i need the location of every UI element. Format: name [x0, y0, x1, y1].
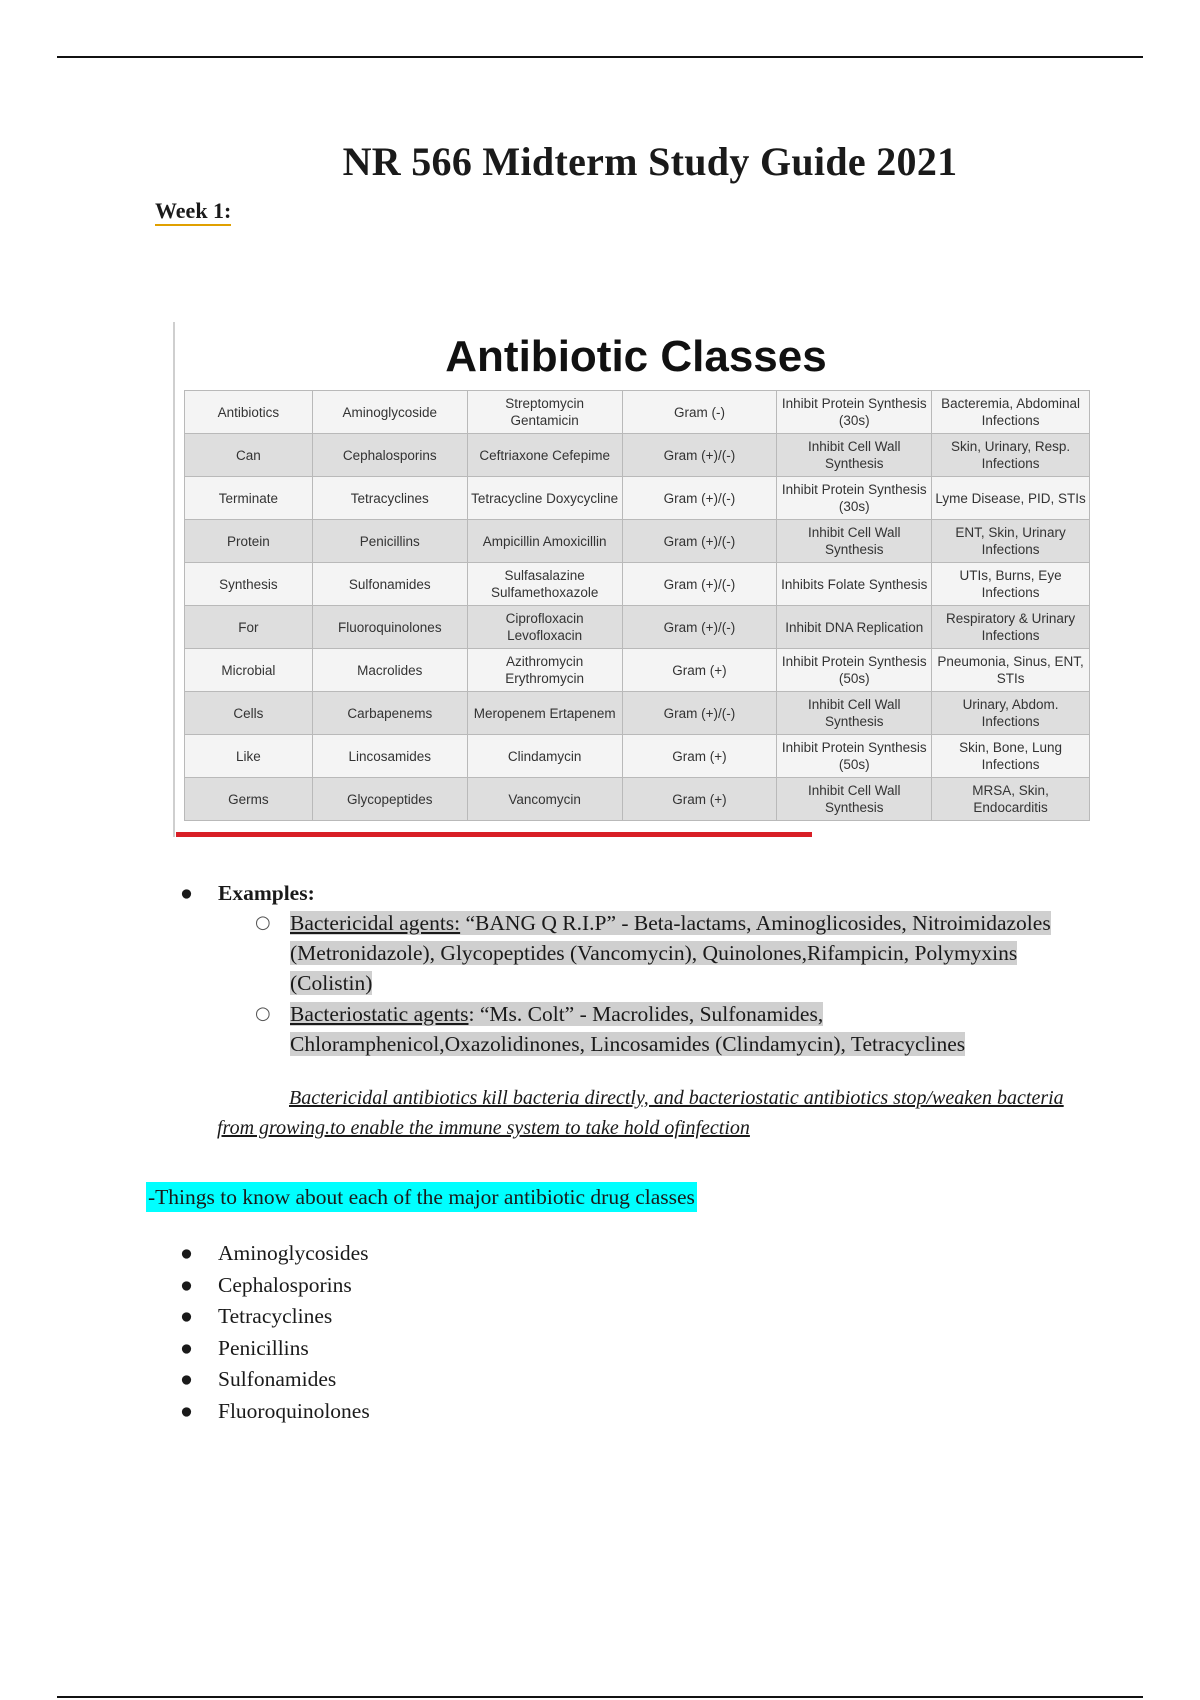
list-item — [180, 1333, 370, 1365]
week-label: Week 1: — [155, 198, 231, 226]
table-row — [185, 563, 1090, 606]
table-cell: Inhibit Protein Synthesis (50s) — [777, 649, 932, 692]
figure-border — [173, 322, 175, 837]
table-cell: Gram (+) — [622, 649, 777, 692]
table-cell: Can — [185, 434, 313, 477]
table-cell: Terminate — [185, 477, 313, 520]
table-row — [185, 520, 1090, 563]
table-cell: Fluoroquinolones — [312, 606, 467, 649]
table-cell: Carbapenems — [312, 692, 467, 735]
bullet-icon: ● — [180, 881, 193, 905]
bactericidal-text: “BANG Q R.I.P” - Beta-lactams, Aminoglicosides, Nitroimidazoles (Metronidazole), Glycopeptides (Vancomycin), Quinolones,Rifampicin, Polymyxins (Colistin) — [290, 911, 1051, 995]
list-item — [180, 1270, 370, 1302]
list-item-label: Sulfonamides — [218, 1367, 337, 1391]
table-cell: Vancomycin — [467, 778, 622, 821]
list-item — [180, 1238, 370, 1270]
list-item-label: Penicillins — [218, 1335, 309, 1360]
bullet-icon: ● — [180, 1304, 193, 1328]
list-item-label: Tetracyclines — [218, 1304, 333, 1328]
page-title: NR 566 Midterm Study Guide 2021 — [342, 139, 958, 184]
bullet-icon: ● — [180, 1272, 193, 1297]
table-cell: Inhibit Protein Synthesis (30s) — [777, 391, 932, 434]
table-cell: Inhibit Cell Wall Synthesis — [777, 520, 932, 563]
list-item-label: Aminoglycosides — [218, 1241, 369, 1265]
table-row — [185, 391, 1090, 434]
drug-class-list — [180, 1238, 370, 1427]
list-item-label: Fluoroquinolones — [218, 1398, 370, 1423]
table-cell: Azithromycin Erythromycin — [467, 649, 622, 692]
list-item — [180, 1396, 370, 1428]
table-row — [185, 477, 1090, 520]
table-cell: Macrolides — [312, 649, 467, 692]
table-row — [185, 649, 1090, 692]
things-to-know-heading: -Things to know about each of the major antibiotic drug classes — [146, 1182, 697, 1212]
table-row — [185, 735, 1090, 778]
bactericidal-item — [255, 908, 1070, 998]
hollow-bullet-icon: ○ — [255, 912, 271, 933]
table-cell: Gram (+)/(-) — [622, 563, 777, 606]
table-cell: Tetracyclines — [312, 477, 467, 520]
table-cell: Aminoglycoside — [312, 391, 467, 434]
table-row — [185, 778, 1090, 821]
table-cell: Skin, Urinary, Resp. Infections — [932, 434, 1090, 477]
table-cell: Like — [185, 735, 313, 778]
table-cell: ENT, Skin, Urinary Infections — [932, 520, 1090, 563]
list-item — [180, 1301, 370, 1333]
table-cell: Tetracycline Doxycycline — [467, 477, 622, 520]
figure-red-underline — [176, 832, 812, 837]
list-item — [180, 1364, 370, 1396]
table-row — [185, 606, 1090, 649]
bacteriostatic-text: : “Ms. Colt” - Macrolides, Sulfonamides, Chloramphenicol,Oxazolidinones, Lincosamides (Clindamycin), Tetracyclines — [290, 1002, 966, 1056]
table-row — [185, 434, 1090, 477]
table-cell: Gram (+)/(-) — [622, 477, 777, 520]
table-cell: Antibiotics — [185, 391, 313, 434]
table-cell: Pneumonia, Sinus, ENT, STIs — [932, 649, 1090, 692]
table-row — [185, 692, 1090, 735]
table-cell: Inhibit Cell Wall Synthesis — [777, 778, 932, 821]
table-cell: Clindamycin — [467, 735, 622, 778]
bullet-icon: ● — [180, 1335, 193, 1360]
table-cell: Inhibit Protein Synthesis (50s) — [777, 735, 932, 778]
table-cell: Sulfasalazine Sulfamethoxazole — [467, 563, 622, 606]
bacteriostatic-label: Bacteriostatic agents — [290, 1002, 469, 1026]
table-cell: Gram (+)/(-) — [622, 606, 777, 649]
table-cell: Gram (+)/(-) — [622, 692, 777, 735]
table-cell: Microbial — [185, 649, 313, 692]
table-cell: Urinary, Abdom. Infections — [932, 692, 1090, 735]
examples-heading: Examples: — [218, 881, 315, 905]
table-cell: Inhibits Folate Synthesis — [777, 563, 932, 606]
table-cell: Meropenem Ertapenem — [467, 692, 622, 735]
table-cell: Inhibit DNA Replication — [777, 606, 932, 649]
bullet-icon: ● — [180, 1398, 193, 1423]
table-cell: Germs — [185, 778, 313, 821]
bacteriostatic-item — [255, 999, 1070, 1059]
table-cell: Bacteremia, Abdominal Infections — [932, 391, 1090, 434]
table-cell: Ceftriaxone Cefepime — [467, 434, 622, 477]
table-cell: MRSA, Skin, Endocarditis — [932, 778, 1090, 821]
antibiotic-classes-figure — [173, 322, 1090, 837]
table-cell: Protein — [185, 520, 313, 563]
bullet-icon: ● — [180, 1367, 193, 1391]
table-cell: Sulfonamides — [312, 563, 467, 606]
table-cell: Gram (+) — [622, 778, 777, 821]
table-cell: Inhibit Protein Synthesis (30s) — [777, 477, 932, 520]
table-cell: Gram (-) — [622, 391, 777, 434]
figure-title: Antibiotic Classes — [445, 332, 827, 381]
table-cell: Gram (+)/(-) — [622, 520, 777, 563]
table-cell: Respiratory & Urinary Infections — [932, 606, 1090, 649]
bullet-icon: ● — [180, 1241, 193, 1265]
table-cell: Penicillins — [312, 520, 467, 563]
list-item-label: Cephalosporins — [218, 1272, 352, 1297]
bottom-rule — [57, 1696, 1143, 1698]
table-cell: Lincosamides — [312, 735, 467, 778]
table-cell: UTIs, Burns, Eye Infections — [932, 563, 1090, 606]
bactericidal-label: Bactericidal agents: — [290, 911, 461, 935]
table-cell: Gram (+) — [622, 735, 777, 778]
table-cell: Synthesis — [185, 563, 313, 606]
note-text: Bactericidal antibiotics kill bacteria directly, and bacteriostatic antibiotics stop/weaken bacteria from growing.to enable the immune system to take hold ofinfection — [217, 1087, 1064, 1139]
table-cell: Cephalosporins — [312, 434, 467, 477]
top-rule — [57, 56, 1143, 58]
table-cell: Gram (+)/(-) — [622, 434, 777, 477]
hollow-bullet-icon: ○ — [255, 1003, 271, 1024]
table-cell: Cells — [185, 692, 313, 735]
antibiotic-table — [184, 390, 1090, 821]
table-cell: Ciprofloxacin Levofloxacin — [467, 606, 622, 649]
table-cell: For — [185, 606, 313, 649]
table-cell: Streptomycin Gentamicin — [467, 391, 622, 434]
table-cell: Ampicillin Amoxicillin — [467, 520, 622, 563]
table-cell: Skin, Bone, Lung Infections — [932, 735, 1090, 778]
table-cell: Lyme Disease, PID, STIs — [932, 477, 1090, 520]
table-cell: Inhibit Cell Wall Synthesis — [777, 434, 932, 477]
table-cell: Glycopeptides — [312, 778, 467, 821]
table-cell: Inhibit Cell Wall Synthesis — [777, 692, 932, 735]
